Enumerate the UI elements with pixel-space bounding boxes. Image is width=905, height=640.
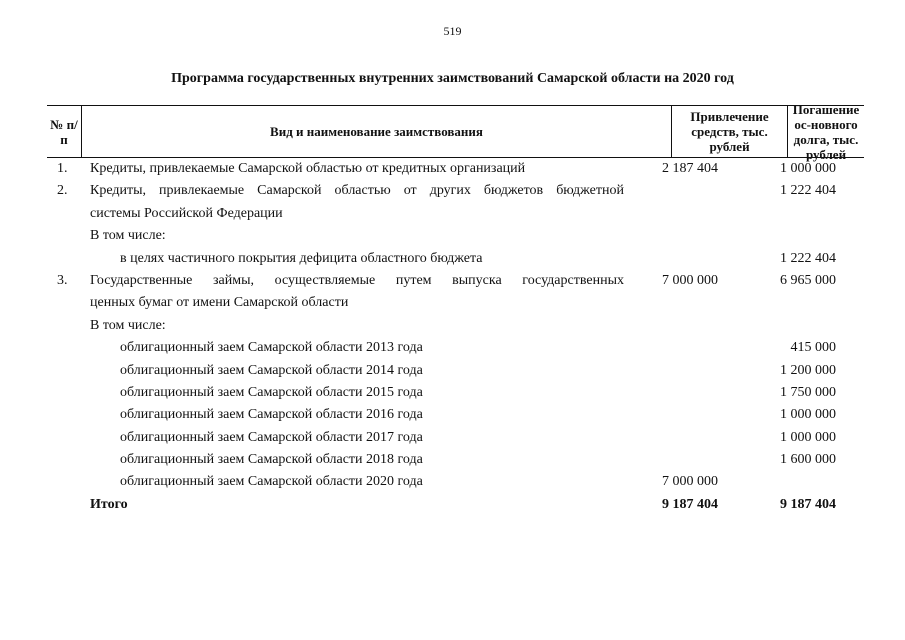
header-name: Вид и наименование заимствования bbox=[270, 124, 483, 139]
row-num: 2. bbox=[57, 183, 68, 199]
page-number: 519 bbox=[443, 24, 462, 38]
row-name: облигационный заем Самарской области 2018 года bbox=[120, 452, 423, 468]
row-name: В том числе: bbox=[90, 228, 166, 244]
row-repayment: 1 000 000 bbox=[780, 429, 836, 445]
row-repayment: 1 750 000 bbox=[780, 384, 836, 400]
table-row bbox=[47, 203, 864, 225]
table-row bbox=[47, 315, 864, 337]
table-header bbox=[47, 101, 864, 162]
table-body bbox=[47, 158, 864, 516]
row-name: Кредиты, привлекаемые Самарской областью от других бюджетов бюджетной bbox=[90, 183, 624, 199]
table-row bbox=[47, 248, 864, 270]
table-row bbox=[47, 360, 864, 382]
row-name: облигационный заем Самарской области 2013 года bbox=[120, 340, 423, 356]
row-repayment: 6 965 000 bbox=[780, 272, 836, 288]
row-name: облигационный заем Самарской области 2017 года bbox=[120, 429, 423, 445]
document-title: Программа государственных внутренних заимствований Самарской области на 2020 год bbox=[171, 71, 734, 86]
table-row bbox=[47, 427, 864, 449]
borrowing-table bbox=[47, 101, 864, 516]
row-num: 3. bbox=[57, 272, 68, 288]
row-repayment: 9 187 404 bbox=[780, 496, 836, 512]
row-attraction: 7 000 000 bbox=[662, 272, 718, 288]
table-row bbox=[47, 158, 864, 180]
row-repayment: 1 200 000 bbox=[780, 362, 836, 378]
row-name: Кредиты, привлекаемые Самарской областью от кредитных организаций bbox=[90, 161, 526, 176]
row-name: Государственные займы, осуществляемые путем выпуска государственных bbox=[90, 272, 624, 288]
header-repayment: Погашение ос-новного долга, тыс. рублей bbox=[792, 101, 860, 162]
table-row bbox=[47, 471, 864, 493]
row-name: облигационный заем Самарской области 2014 года bbox=[120, 362, 423, 378]
row-repayment: 1 222 404 bbox=[780, 183, 836, 199]
row-attraction: 7 000 000 bbox=[662, 474, 718, 490]
total-row bbox=[47, 494, 864, 516]
row-repayment: 1 222 404 bbox=[780, 250, 836, 266]
row-name: В том числе: bbox=[90, 317, 166, 333]
table-row bbox=[47, 292, 864, 314]
table-row bbox=[47, 180, 864, 202]
row-repayment: 1 000 000 bbox=[780, 407, 836, 423]
table-row bbox=[47, 225, 864, 247]
header-attraction: Привлечение средств, тыс. рублей bbox=[690, 109, 769, 154]
row-name: ценных бумаг от имени Самарской области bbox=[90, 295, 349, 311]
row-attraction: 2 187 404 bbox=[662, 161, 718, 176]
row-name: облигационный заем Самарской области 2015 года bbox=[120, 384, 423, 400]
row-repayment: 415 000 bbox=[790, 340, 836, 356]
table-row bbox=[47, 270, 864, 292]
row-name: облигационный заем Самарской области 2016 года bbox=[120, 407, 423, 423]
row-name: Итого bbox=[90, 496, 128, 512]
table-row bbox=[47, 337, 864, 359]
row-repayment: 1 600 000 bbox=[780, 452, 836, 468]
row-attraction: 9 187 404 bbox=[662, 496, 718, 512]
row-num: 1. bbox=[57, 161, 68, 176]
header-num: № п/п bbox=[50, 116, 78, 147]
table-row bbox=[47, 382, 864, 404]
table-row bbox=[47, 449, 864, 471]
row-name: облигационный заем Самарской области 2020 года bbox=[120, 474, 423, 490]
row-repayment: 1 000 000 bbox=[780, 161, 836, 176]
table-row bbox=[47, 404, 864, 426]
row-name: системы Российской Федерации bbox=[90, 205, 283, 221]
row-name: в целях частичного покрытия дефицита областного бюджета bbox=[120, 250, 483, 266]
